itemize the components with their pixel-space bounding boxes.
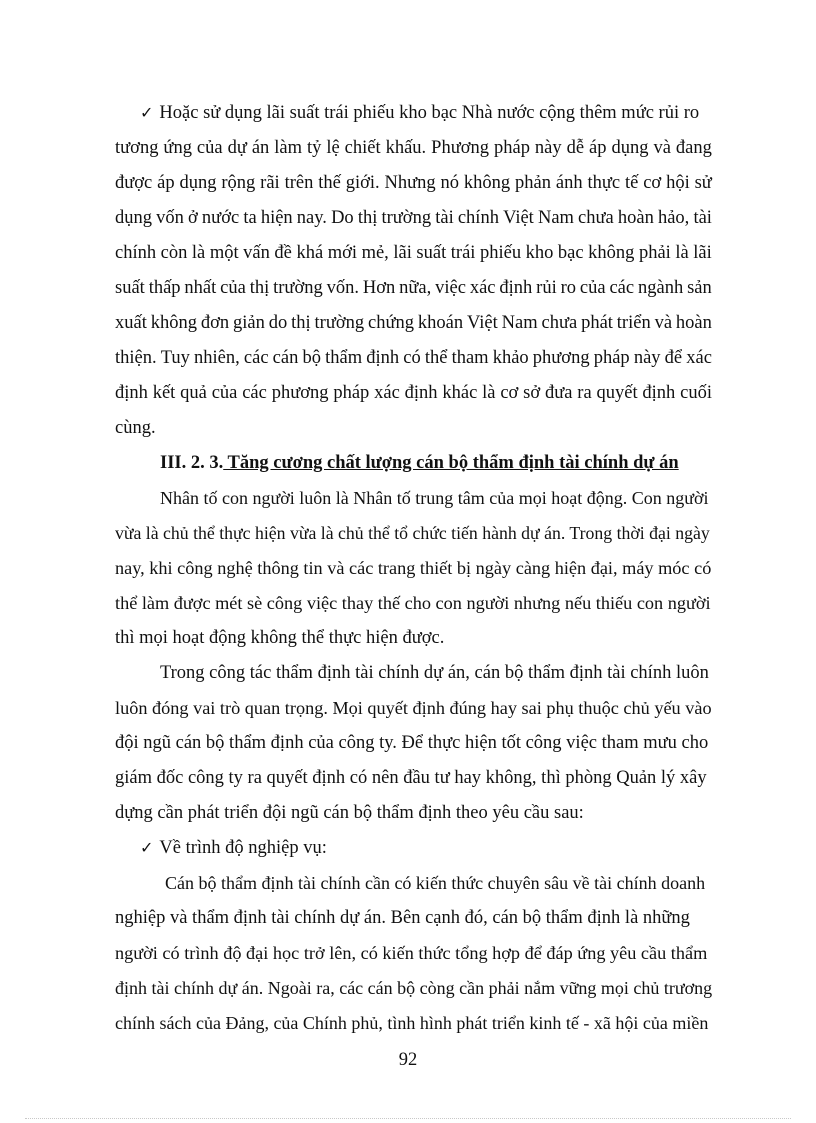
text-line: ✓ Về trình độ nghiệp vụ: — [140, 838, 327, 858]
text-line: nay, khi công nghệ thông tin và các trang thiết bị ngày càng hiện đại, máy móc có — [115, 558, 712, 578]
text-line: Nhân tố con người luôn là Nhân tố trung tâm của mọi hoạt động. Con người — [160, 488, 709, 508]
text-line: chính sách của Đảng, của Chính phủ, tình hình phát triển kinh tế - xã hội của miền — [115, 1013, 709, 1033]
text-line: dụng vốn ở nước ta hiện nay. Do thị trường tài chính Việt Nam chưa hoàn hảo, tài — [115, 208, 712, 228]
text-line: suất thấp nhất của thị trường vốn. Hơn nữa, việc xác định rủi ro của các ngành sản — [115, 278, 712, 298]
text-line: thiện. Tuy nhiên, các cán bộ thẩm định có thể tham khảo phương pháp này để xác — [115, 348, 712, 368]
text-line: xuất không đơn giản do thị trường chứng khoán Việt Nam chưa phát triển và hoàn — [115, 313, 712, 333]
text-line: thể làm được mét sè công việc thay thế cho con người nhưng nếu thiếu con người — [115, 593, 711, 613]
section-title: Tăng cương chất lượng cán bộ thẩm định tài chính dự án — [223, 453, 679, 473]
checkmark-icon: ✓ — [140, 838, 154, 857]
text-line: người có trình độ đại học trở lên, có kiến thức tổng hợp để đáp ứng yêu cầu thẩm — [115, 943, 708, 963]
checkmark-icon: ✓ — [140, 103, 154, 122]
text-line: cùng. — [115, 418, 156, 438]
text-line: chính còn là một vấn đề khá mới mẻ, lãi suất trái phiếu kho bạc không phải là lãi — [115, 243, 712, 263]
text-line: định tài chính dự án. Ngoài ra, các cán bộ còng cần phải nắm vững mọi chủ trương — [115, 978, 713, 998]
section-number: III. 2. 3. — [160, 453, 224, 473]
text-line: dựng cần phát triển đội ngũ cán bộ thẩm định theo yêu cầu sau: — [115, 803, 584, 823]
text-line: luôn đóng vai trò quan trọng. Mọi quyết định đúng hay sai phụ thuộc chủ yếu vào — [115, 698, 712, 718]
footer-divider — [25, 1118, 791, 1119]
section-heading — [160, 451, 679, 475]
text-line: tương ứng của dự án làm tỷ lệ chiết khấu. Phương pháp này dễ áp dụng và đang — [115, 138, 712, 158]
text-line: nghiệp và thẩm định tài chính dự án. Bên cạnh đó, cán bộ thẩm định là những — [115, 908, 690, 928]
text-line: được áp dụng rộng rãi trên thế giới. Nhưng nó không phản ánh thực tế cơ hội sử — [115, 173, 712, 193]
text-line: vừa là chủ thể thực hiện vừa là chủ thể tổ chức tiến hành dự án. Trong thời đại ngày — [115, 523, 710, 543]
text-line: định kết quả của các phương pháp xác định khác là cơ sở đưa ra quyết định cuối — [115, 383, 712, 403]
text-line: Cán bộ thẩm định tài chính cần có kiến thức chuyên sâu về tài chính doanh — [165, 873, 706, 893]
page-number: 92 — [398, 1050, 418, 1070]
text-line: ✓ Hoặc sử dụng lãi suất trái phiếu kho bạc Nhà nước cộng thêm mức rủi ro — [140, 103, 700, 123]
text-line: Trong công tác thẩm định tài chính dự án, cán bộ thẩm định tài chính luôn — [160, 663, 709, 683]
text-line: đội ngũ cán bộ thẩm định của công ty. Để thực hiện tốt công việc tham mưu cho — [115, 733, 709, 753]
text-line: giám đốc công ty ra quyết định có nên đầu tư hay không, thì phòng Quản lý xây — [115, 768, 707, 788]
text-line: thì mọi hoạt động không thể thực hiện được. — [115, 628, 445, 648]
